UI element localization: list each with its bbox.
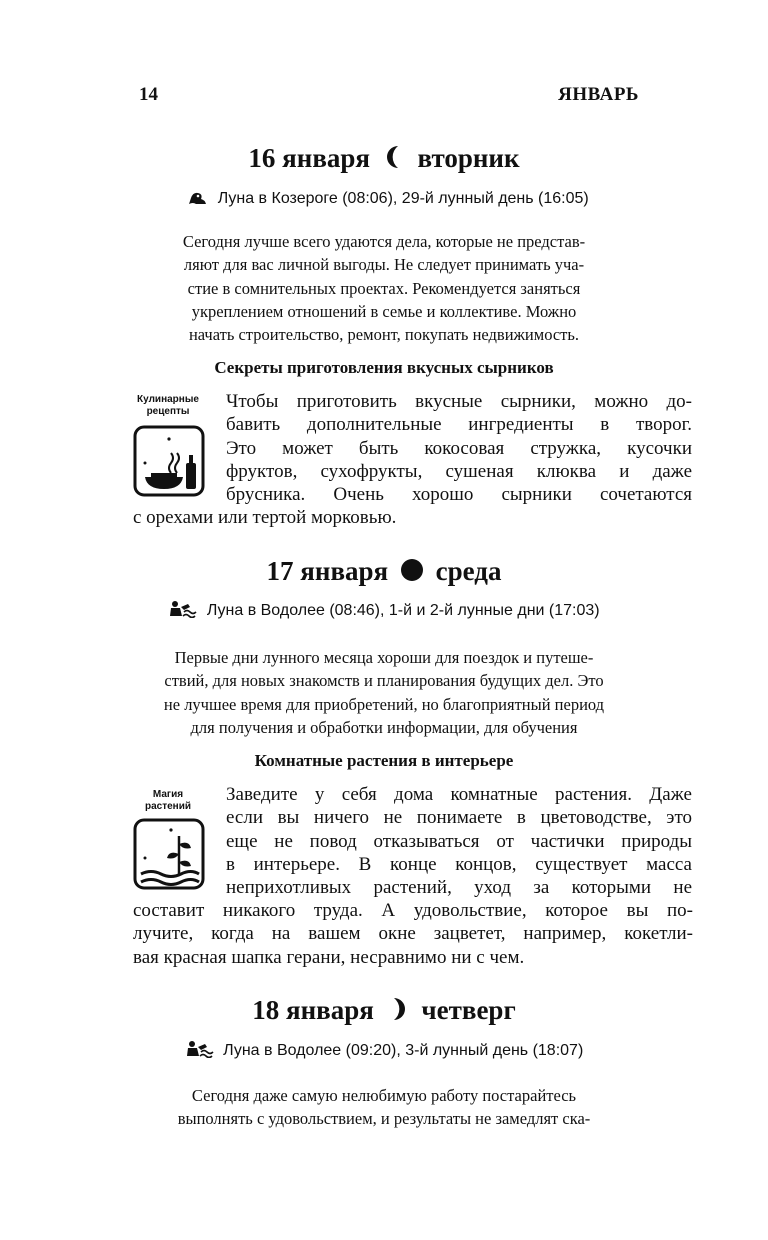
intro-line: для получения и обработки информации, для обучения xyxy=(190,717,578,737)
intro-line: Первые дни лунного месяца хороши для поездок и путеше- xyxy=(174,648,594,667)
body-line: Заведите у себя дома комнатные растения. Даже xyxy=(226,784,692,805)
body-line: лучите, когда на вашем окне зацветет, например, кокетли- xyxy=(133,923,693,945)
day-intro xyxy=(140,646,628,739)
intro-line: ляют для вас личной выгоды. Не следует принимать уча- xyxy=(183,255,585,275)
month-title: ЯНВАРЬ xyxy=(558,84,639,105)
moon-info-text: Луна в Козероге (08:06), 29-й лунный день (16:05) xyxy=(217,190,589,207)
new-moon-icon xyxy=(399,557,425,583)
body-line: фруктов, сухофрукты, сушеная клюква и даже xyxy=(226,460,692,482)
day-date: 17 января xyxy=(266,556,389,586)
day-heading xyxy=(100,995,668,1026)
section-body-full xyxy=(133,899,693,969)
body-line: бавить дополнительные ингредиенты в творог. xyxy=(226,414,692,436)
day-heading xyxy=(100,556,668,587)
section-body-full xyxy=(133,506,693,529)
intro-line: не лучшее время для приобретений, но благоприятный период xyxy=(163,694,605,714)
running-head xyxy=(139,84,639,114)
intro-line: начать строительство, ремонт, покупать недвижимость. xyxy=(188,325,580,345)
body-line: в интерьере. В конце концов, существует масса xyxy=(226,853,692,875)
day-date: 16 января xyxy=(248,143,371,173)
aquarius-icon xyxy=(168,600,198,618)
body-line: вая красная шапка герани, несравнимо ни с чем. xyxy=(133,946,525,968)
day-weekday: среда xyxy=(435,556,502,586)
cooking-recipes-icon xyxy=(133,425,205,497)
section-body-wrapped xyxy=(226,783,692,899)
body-line: с орехами или тертой морковью. xyxy=(133,507,397,528)
body-line: составит никакого труда. А удовольствие, которое вы по- xyxy=(133,900,693,921)
section-title: Комнатные растения в интерьере xyxy=(254,751,514,770)
intro-line: ствий, для новых знакомств и планирования будущих дел. Это xyxy=(164,671,604,691)
moon-info-line xyxy=(100,188,668,208)
intro-line: Сегодня лучше всего удаются дела, которые не представ- xyxy=(182,232,586,251)
capricorn-icon xyxy=(179,188,209,206)
intro-line: укреплением отношений в семье и коллективе. Можно xyxy=(191,301,577,321)
plant-magic-icon xyxy=(133,818,205,890)
day-heading xyxy=(100,143,668,174)
body-line: Чтобы приготовить вкусные сырники, можно до- xyxy=(226,391,692,412)
day-weekday: четверг xyxy=(421,995,516,1025)
moon-info-line xyxy=(100,600,668,620)
body-line: брусника. Очень хорошо сырники сочетаются xyxy=(226,484,692,506)
intro-line: стие в сомнительных проектах. Рекомендуется заняться xyxy=(187,278,581,298)
moon-info-line xyxy=(100,1040,668,1060)
body-line: Это может быть кокосовая стружка, кусочки xyxy=(226,437,692,459)
day-intro xyxy=(150,230,618,346)
day-weekday: вторник xyxy=(417,143,520,173)
badge-label: Магия растений xyxy=(144,789,192,812)
body-line: неприхотливых растений, уход за которыми не xyxy=(226,877,692,899)
intro-line: Сегодня даже самую нелюбимую работу постарайтесь xyxy=(191,1086,577,1105)
section-body-wrapped xyxy=(226,390,692,506)
day-intro xyxy=(150,1084,618,1131)
moon-info-text: Луна в Водолее (08:46), 1-й и 2-й лунные дни (17:03) xyxy=(206,602,600,619)
body-line: если вы ничего не понимаете в цветоводстве, это xyxy=(226,807,692,829)
aquarius-icon xyxy=(185,1040,215,1058)
section-title: Секреты приготовления вкусных сырников xyxy=(214,358,554,377)
day-date: 18 января xyxy=(252,995,374,1025)
waxing-crescent-moon-icon xyxy=(385,996,411,1022)
body-line: еще не повод отказываться от частички природы xyxy=(226,830,692,852)
page-number: 14 xyxy=(139,84,158,105)
badge-label: Кулинарные рецепты xyxy=(137,394,199,417)
moon-info-text: Луна в Водолее (09:20), 3-й лунный день (18:07) xyxy=(223,1042,584,1059)
intro-line: выполнять с удовольствием, и результаты не замедлят ска- xyxy=(177,1109,591,1129)
waning-crescent-moon-icon xyxy=(381,144,407,170)
